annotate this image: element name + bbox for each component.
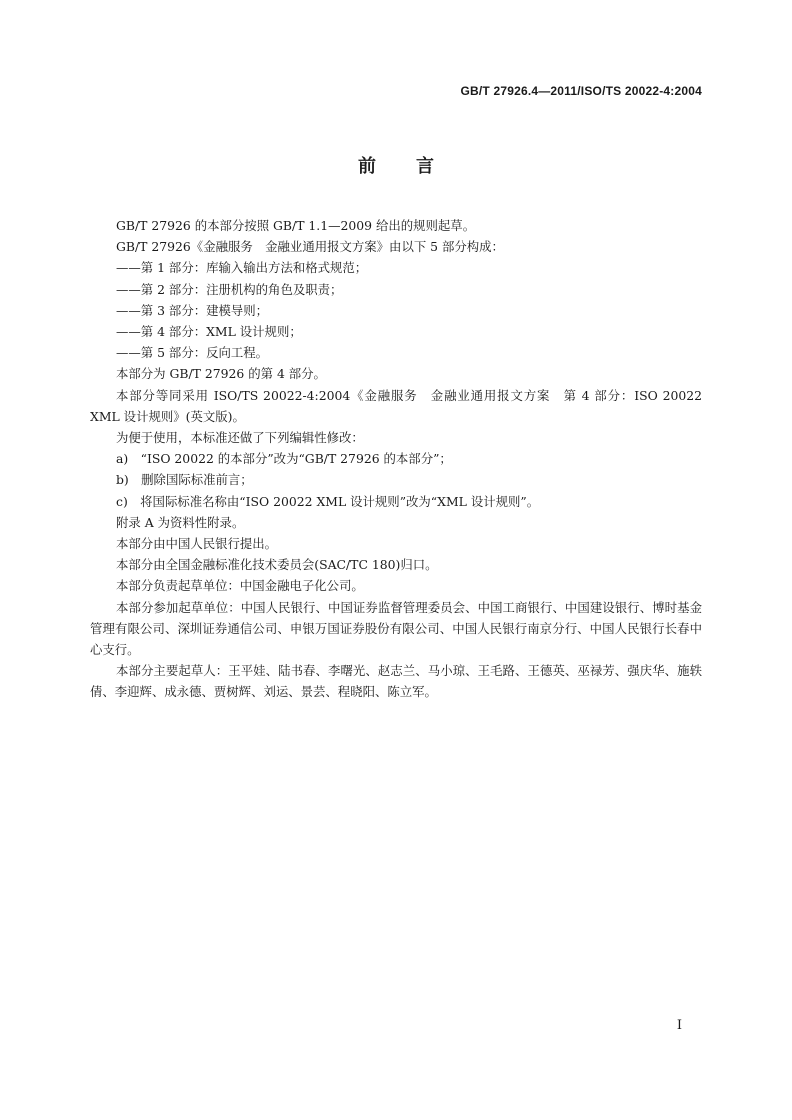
list-item-part-2: ——第 2 部分：注册机构的角色及职责；	[116, 281, 343, 297]
list-item-edit-a: a) “ISO 20022 的本部分”改为“GB/T 27926 的本部分”；	[116, 451, 452, 467]
list-item-part-4: ——第 4 部分：XML 设计规则；	[116, 324, 302, 340]
paragraph-drafting-rules: GB/T 27926 的本部分按照 GB/T 1.1—2009 给出的规则起草。	[116, 218, 476, 233]
standard-code-header: GB/T 27926.4—2011/ISO/TS 20022-4:2004	[460, 84, 702, 98]
list-item-edit-b: b) 删除国际标准前言；	[116, 472, 253, 488]
foreword-body	[90, 215, 702, 703]
paragraph-lead-drafter: 本部分负责起草单位：中国金融电子化公司。	[116, 578, 364, 594]
list-item-part-3: ——第 3 部分：建模导则；	[116, 302, 269, 318]
page-number: I	[676, 1018, 682, 1033]
paragraph-participants: 本部分参加起草单位：中国人民银行、中国证券监督管理委员会、中国工商银行、中国建设银行、博时基金管理有限公司、深圳证券通信公司、申银万国证券股份有限公司、中国人民银行南京分行、中国人民银行长春中心支行。	[90, 599, 702, 658]
paragraph-committee: 本部分由全国金融标准化技术委员会(SAC/TC 180)归口。	[116, 557, 438, 573]
paragraph-equivalence: 本部分等同采用 ISO/TS 20022-4:2004《金融服务 金融业通用报文方案 第 4 部分：ISO 20022 XML 设计规则》(英文版)。	[90, 387, 702, 424]
paragraph-proposer: 本部分由中国人民银行提出。	[116, 536, 278, 552]
page-title: 前言	[358, 156, 474, 177]
paragraph-edits-intro: 为便于使用，本标准还做了下列编辑性修改：	[116, 430, 364, 446]
list-item-part-1: ——第 1 部分：库输入输出方法和格式规范；	[116, 260, 368, 276]
paragraph-this-part: 本部分为 GB/T 27926 的第 4 部分。	[116, 366, 326, 382]
paragraph-parts-intro: GB/T 27926《金融服务 金融业通用报文方案》由以下 5 部分构成：	[116, 239, 504, 255]
paragraph-authors: 本部分主要起草人：王平娃、陆书春、李曙光、赵志兰、马小琼、王毛路、王德英、巫禄芳、强庆华、施轶倩、李迎辉、成永德、贾树辉、刘运、景芸、程晓阳、陈立军。	[90, 663, 702, 700]
list-item-edit-c: c) 将国际标准名称由“ISO 20022 XML 设计规则”改为“XML 设计规则”。	[116, 493, 540, 509]
list-item-part-5: ——第 5 部分：反向工程。	[116, 345, 269, 361]
paragraph-annex: 附录 A 为资料性附录。	[116, 514, 245, 530]
